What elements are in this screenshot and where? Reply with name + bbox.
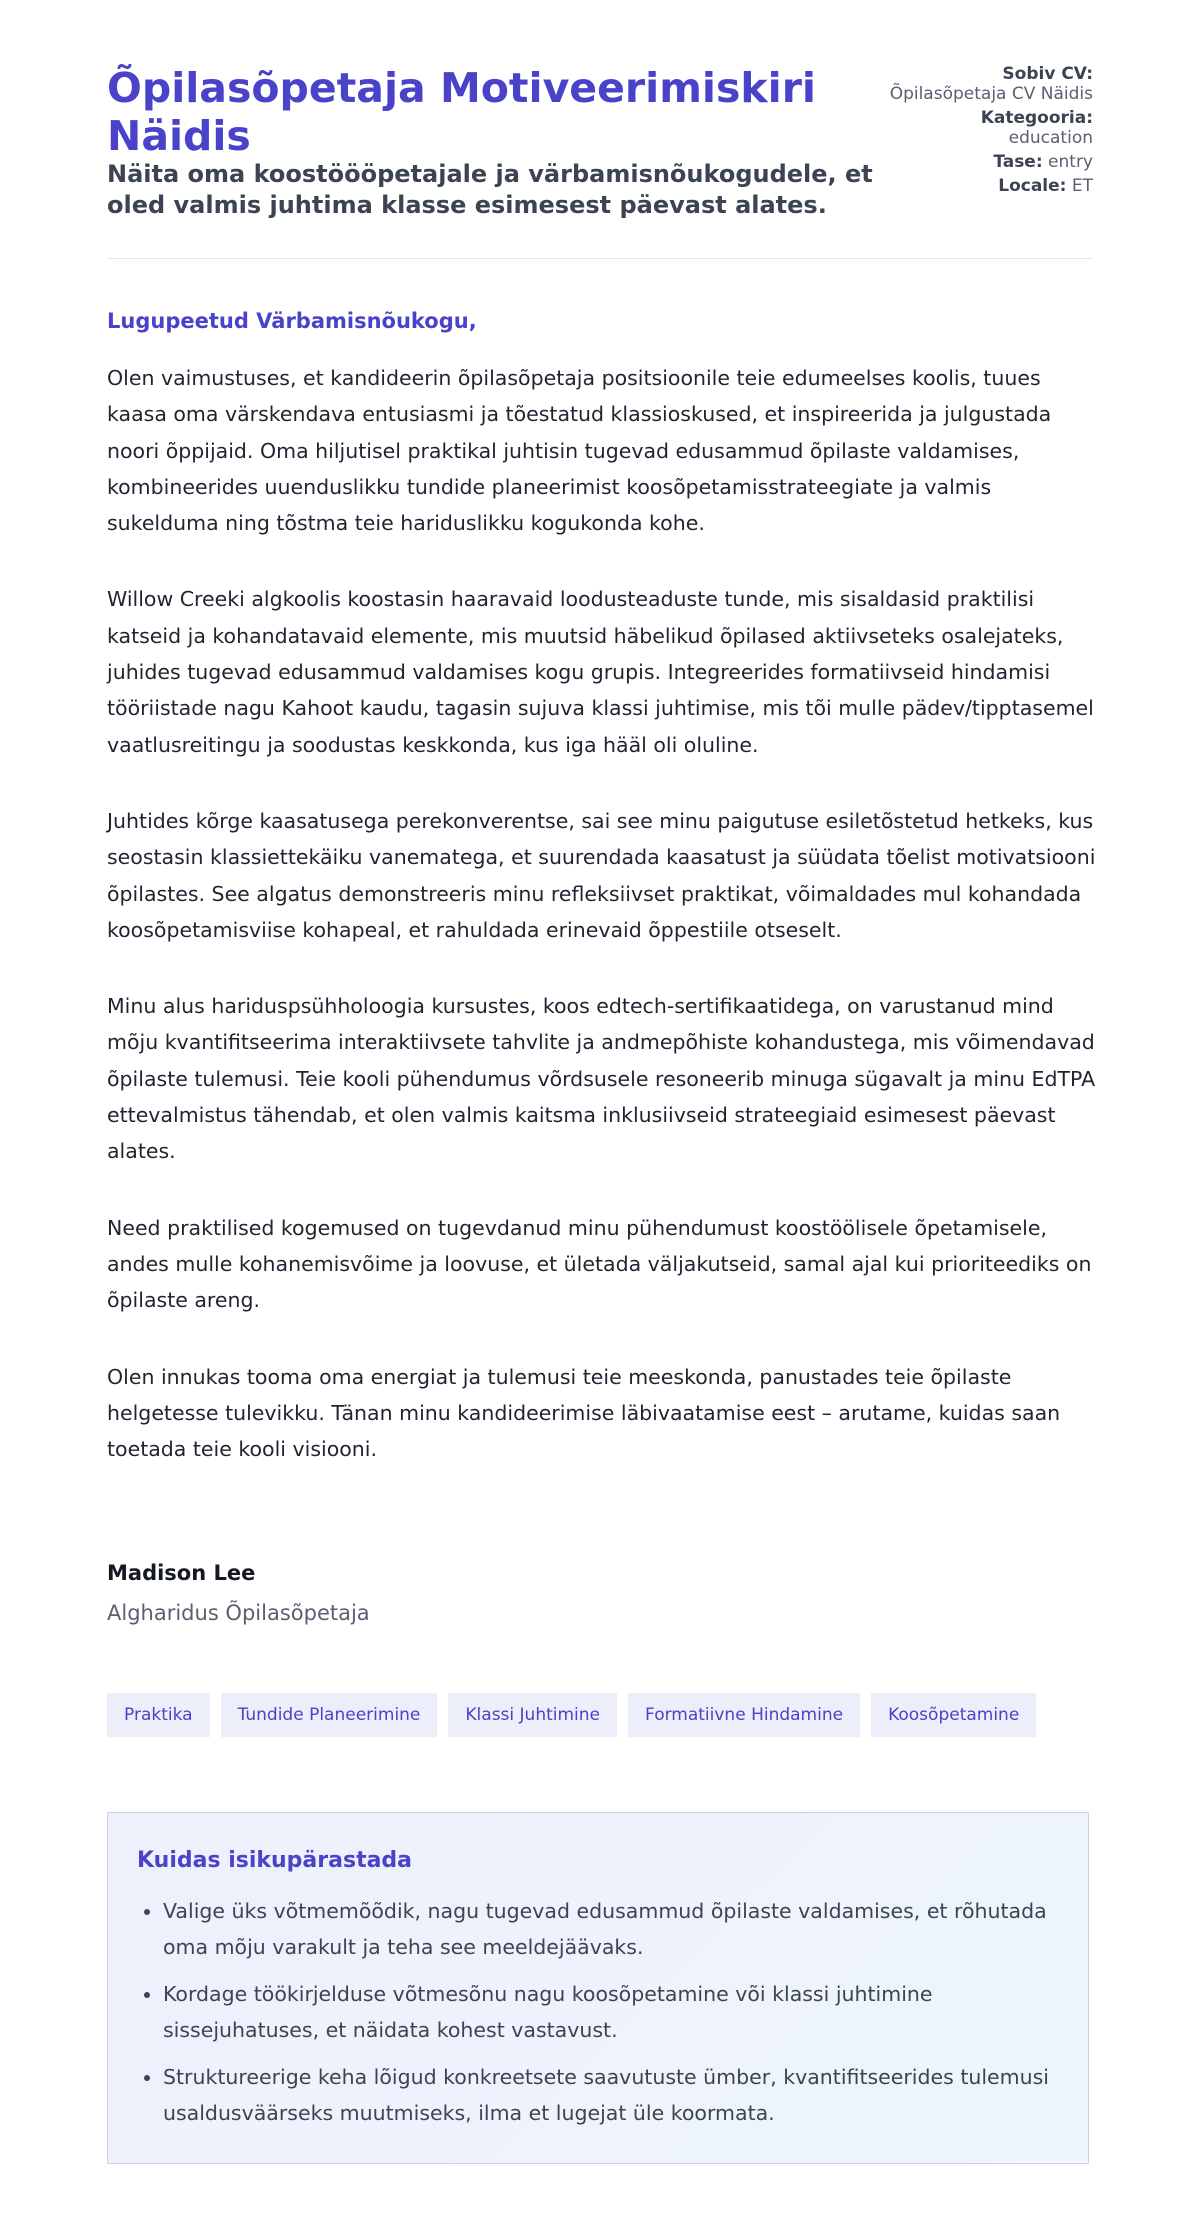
- tips-list: [137, 1893, 1059, 2131]
- skill-tag: Formatiivne Hindamine: [628, 1693, 860, 1737]
- meta-level-value: entry: [1048, 152, 1093, 172]
- meta-category-label: Kategooria:: [980, 108, 1093, 128]
- meta-category-value: education: [1008, 128, 1093, 148]
- tip-item: • Valige üks võtmemõõdik, nagu tugevad edusammud õpilaste valdamises, et rõhutada oma mõju varakult ja teha see meeldejäävaks.: [163, 1893, 1059, 1965]
- letter-paragraph: Willow Creeki algkoolis koostasin haaravaid loodusteaduste tunde, mis sisaldasid praktilisi katseid ja kohandatavaid elemente, mis muutsid häbelikud õpilased aktiivseteks osalejateks, juhides tugevad edusammud valdamises kogu grupis. Integreerides formatiivseid hindamisi tööriistade nagu Kahoot kaudu, tagasin sujuva klassi juhtimise, mis tõi mulle pädev/tipptasemel vaatlusreitingu ja soodustas keskkonda, kus iga hääl oli oluline.: [107, 587, 1094, 757]
- signature-role: Algharidus Õpilasõpetaja: [107, 1601, 370, 1625]
- meta-info: [853, 64, 1093, 200]
- skill-tags: [107, 1693, 1036, 1737]
- skill-tag: Tundide Planeerimine: [221, 1693, 438, 1737]
- skill-tag: Koosõpetamine: [871, 1693, 1036, 1737]
- meta-category: [853, 108, 1093, 148]
- meta-locale: [853, 176, 1093, 196]
- meta-locale-value: ET: [1071, 176, 1093, 196]
- signature-name: Madison Lee: [107, 1561, 256, 1585]
- meta-level-label: Tase:: [993, 152, 1043, 172]
- page-subtitle: Näita oma koostöööpetajale ja värbamisnõukogudele, et oled valmis juhtima klasse esimesest päevast alates.: [107, 160, 873, 219]
- signature-block: [107, 1560, 370, 1626]
- letter-paragraph: Olen vaimustuses, et kandideerin õpilasõpetaja positsioonile teie edumeelses koolis, tuues kaasa oma värskendava entusiasmi ja tõestatud klassioskused, et inspireerida ja julgustada noori õppijaid. Oma hiljutisel praktikal juhtisin tugevad edusammud õpilaste valdamises, kombineerides uuenduslikku tundide planeerimist koosõpetamisstrateegiate ja valmis sukelduma ning tõstma teie hariduslikku kogukonda kohe.: [107, 366, 1052, 536]
- letter-paragraph: Juhtides kõrge kaasatusega perekonverentse, sai see minu paigutuse esiletõstetud hetkeks, kus seostasin klassiettekäiku vanematega, et suurendada kaasatust ja süüdata tõelist motivatsiooni õpilastes. See algatus demonstreeris minu refleksiivset praktikat, võimaldades mul kohandada koosõpetamisviise kohapeal, et rahuldada erinevaid õppestiile otseselt.: [107, 808, 1096, 942]
- tips-title: Kuidas isikupärastada: [137, 1848, 413, 1873]
- letter-greeting: Lugupeetud Värbamisnõukogu,: [107, 309, 477, 333]
- meta-cv-label: Sobiv CV:: [1002, 64, 1093, 84]
- meta-level: [853, 152, 1093, 172]
- letter-paragraph: Minu alus hariduspsühholoogia kursustes, koos edtech-sertifikaatidega, on varustanud mind mõju kvantifitseerima interaktiivsete tahvlite ja andmepõhiste kohandustega, mis võimendavad õpilaste tulemusi. Teie kooli pühendumus võrdsusele resoneerib minuga sügavalt ja minu EdTPA ettevalmistus tähendab, et olen valmis kaitsma inklusiivseid strateegiaid esimesest päevast alates.: [107, 994, 1096, 1164]
- personalization-tips: [107, 1812, 1089, 2164]
- page-title: Õpilasõpetaja Motiveerimiskiri Näidis: [107, 64, 816, 160]
- skill-tag: Klassi Juhtimine: [448, 1693, 617, 1737]
- skill-tag: Praktika: [107, 1693, 210, 1737]
- tip-item: • Struktureerige keha lõigud konkreetsete saavutuste ümber, kvantifitseerides tulemusi usaldusväärseks muutmiseks, ilma et lugejat üle koormata.: [163, 2059, 1059, 2131]
- letter-paragraph: Need praktilised kogemused on tugevdanud minu pühendumust koostöölisele õpetamisele, andes mulle kohanemisvõime ja loovuse, et ületada väljakutseid, samal ajal kui prioriteediks on õpilaste areng.: [107, 1215, 1092, 1313]
- letter-paragraph: Olen innukas tooma oma energiat ja tulemusi teie meeskonda, panustades teie õpilaste helgetesse tulevikku. Tänan minu kandideerimise läbivaatamise eest – arutame, kuidas saan toetada teie kooli visiooni.: [107, 1364, 1061, 1462]
- meta-cv-value: Õpilasõpetaja CV Näidis: [889, 84, 1093, 104]
- meta-cv: [853, 64, 1093, 104]
- tip-item: • Kordage töökirjelduse võtmesõnu nagu koosõpetamine või klassi juhtimine sissejuhatuses, et näidata kohest vastavust.: [163, 1976, 1059, 2048]
- meta-locale-label: Locale:: [998, 176, 1067, 196]
- page-header: [107, 64, 1093, 259]
- letter-body: [107, 360, 1097, 1507]
